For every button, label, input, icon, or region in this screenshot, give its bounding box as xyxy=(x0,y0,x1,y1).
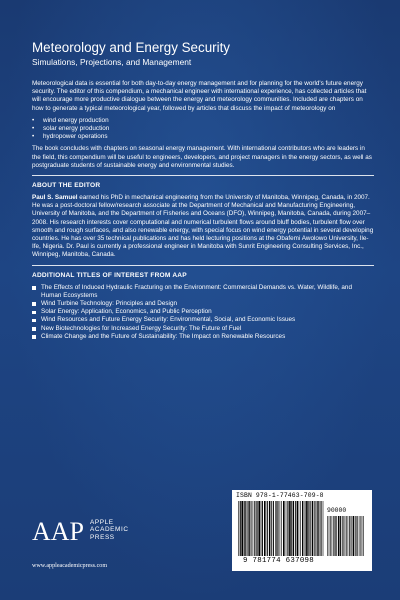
barcode-bar xyxy=(304,501,305,556)
additional-title-item: Wind Turbine Technology: Principles and Design xyxy=(32,300,374,308)
barcode-bar xyxy=(345,516,346,556)
barcode-bar xyxy=(283,501,285,556)
additional-title-item: The Effects of Induced Hydraulic Fracturing on the Environment: Commercial Demands vs. Water, Wildlife, and Human Ecosystems xyxy=(32,284,374,300)
editor-bio-text: earned his PhD in mechanical engineering from the University of Manitoba, Winnipeg, Canada, in 2007. He was a post-doctoral fellow/research associate at the Department of Mechanical and Manufacturing Engineering, University of Manitoba, and the Department of Fisheries and Oceans (DFO), Winnipeg, Manitoba, Canada, during 2007–2008. His research interests cover computational and numerical turbulent flows around bluff bodies, turbulent flow over smooth and rough surfaces, and also renewable energy, with special focus on wind energy potential in several developing countries. He has over 35 technical publications and has held lecturing positions at the Obafemi Awolowo University, Ile-Ife, Nigeria. Dr. Paul is currently a professional engineer in Manitoba with Sunrit Engineering Consulting Services, Inc., Winnipeg, Manitoba, Canada. xyxy=(32,194,374,259)
barcode-bar xyxy=(310,501,311,556)
barcode-bar xyxy=(355,516,356,556)
barcode-bar xyxy=(287,501,288,556)
barcode-bar xyxy=(314,501,315,556)
barcode-bar xyxy=(238,501,239,556)
barcode-bar xyxy=(249,501,250,556)
barcode-bar xyxy=(335,516,336,556)
about-editor-heading: ABOUT THE EDITOR xyxy=(32,182,101,190)
editor-name: Paul S. Samuel xyxy=(32,194,78,202)
divider xyxy=(32,175,374,176)
barcode-bar xyxy=(342,516,343,556)
press-name xyxy=(90,519,129,541)
barcode-bar xyxy=(317,501,318,556)
barcode-bar xyxy=(273,501,274,556)
barcode-bar xyxy=(330,516,331,556)
barcode-icon xyxy=(238,501,324,556)
isbn-text: ISBN 978-1-77463-709-8 xyxy=(236,492,324,499)
press-line: APPLE xyxy=(90,519,114,526)
price-code: 90000 xyxy=(327,507,347,514)
description-paragraph: Meteorological data is essential for both day-to-day energy management and for planning for the world's future energy security. The editor of this compendium, a mechanical engineer with international experience, has collected articles that will encourage more productive dialogue between the energy and meteorology communities. Included are chapters on how to generate a typical meteorological year, followed by articles that discuss the impact of meteorology on xyxy=(32,80,367,112)
barcode-bar xyxy=(248,501,249,556)
barcode-bar xyxy=(241,501,243,556)
barcode-bar xyxy=(299,501,300,556)
additional-title-item: Wind Resources and Future Energy Security: Environmental, Social, and Economic Issues xyxy=(32,316,374,324)
topic-list xyxy=(32,117,374,142)
barcode-bar xyxy=(269,501,270,556)
price-barcode-icon xyxy=(327,516,365,556)
publisher-url: www.appleacademicpress.com xyxy=(32,563,108,569)
barcode-bar xyxy=(277,501,278,556)
barcode-bar xyxy=(240,501,241,556)
barcode-bar xyxy=(346,516,347,556)
press-line: ACADEMIC xyxy=(90,526,129,534)
barcode-bar xyxy=(323,501,324,556)
barcode-panel xyxy=(232,490,372,571)
logo-text: AAP xyxy=(32,517,85,545)
barcode-bar xyxy=(271,501,272,556)
additional-titles-heading: ADDITIONAL TITLES OF INTEREST FROM AAP xyxy=(32,271,187,279)
barcode-bar xyxy=(349,516,350,556)
barcode-bar xyxy=(300,501,301,556)
barcode-bar xyxy=(305,501,306,556)
barcode-bar xyxy=(321,501,322,556)
barcode-bar xyxy=(289,501,291,556)
barcode-bar xyxy=(332,516,333,556)
barcode-bar xyxy=(258,501,260,556)
topic-item: • hydropower operations xyxy=(32,133,374,141)
barcode-bar xyxy=(262,501,263,556)
description-paragraph-2: The book concludes with chapters on seasonal energy management. With international contributors who are leaders in the field, this compendium will be useful to engineers, developers, and project managers in the energy sectors, as well as postgraduate students of sustainable energy and environmental studies. xyxy=(32,145,372,169)
press-line: PRESS xyxy=(90,533,115,541)
barcode-bar xyxy=(286,501,287,556)
barcode-bar xyxy=(261,501,262,556)
barcode-bar xyxy=(344,516,345,556)
barcode-bar xyxy=(318,501,319,556)
barcode-bar xyxy=(359,516,360,556)
ean-number: 9 781774 637098 xyxy=(243,557,315,565)
barcode-bar xyxy=(352,516,353,556)
barcode-bar xyxy=(264,501,266,556)
barcode-bar xyxy=(353,516,355,556)
barcode-bar xyxy=(336,516,337,556)
barcode-bar xyxy=(362,516,363,556)
barcode-bar xyxy=(291,501,292,556)
editor-bio xyxy=(32,194,374,260)
barcode-bar xyxy=(293,501,294,556)
barcode-bar xyxy=(357,516,358,556)
additional-title-item: New Biotechnologies for Increased Energy Security: The Future of Fuel xyxy=(32,325,374,333)
barcode-bar xyxy=(363,516,364,556)
barcode-bar xyxy=(267,501,268,556)
barcode-bar xyxy=(256,501,257,556)
barcode-bar xyxy=(348,516,349,556)
barcode-bar xyxy=(338,516,340,556)
barcode-bar xyxy=(254,501,255,556)
barcode-bar xyxy=(297,501,298,556)
barcode-bar xyxy=(281,501,282,556)
barcode-bar xyxy=(308,501,309,556)
additional-title-item: Climate Change and the Future of Sustainability: The Impact on Renewable Resources xyxy=(32,333,374,341)
barcode-bar xyxy=(244,501,245,556)
divider xyxy=(32,265,374,266)
barcode-bar xyxy=(312,501,314,556)
barcode-bar xyxy=(295,501,296,556)
topic-item: • solar energy production xyxy=(32,125,374,133)
publisher-logo xyxy=(32,517,152,557)
barcode-bar xyxy=(280,501,281,556)
book-title: Meteorology and Energy Security xyxy=(32,40,230,55)
back-cover-content xyxy=(32,40,374,341)
barcode-bar xyxy=(329,516,330,556)
barcode-bar xyxy=(275,501,276,556)
aap-logo-icon xyxy=(32,517,87,545)
barcode-bar xyxy=(251,501,252,556)
topic-item: • wind energy production xyxy=(32,117,374,125)
additional-titles-list xyxy=(32,284,374,341)
barcode-bar xyxy=(257,501,258,556)
barcode-bar xyxy=(306,501,308,556)
barcode-bar xyxy=(276,501,277,556)
barcode-bar xyxy=(253,501,254,556)
barcode-bar xyxy=(327,516,328,556)
barcode-bar xyxy=(340,516,341,556)
barcode-bar xyxy=(333,516,334,556)
additional-title-item: Solar Energy: Application, Economics, and Public Perception xyxy=(32,308,374,316)
barcode-bar xyxy=(302,501,303,556)
book-subtitle: Simulations, Projections, and Management xyxy=(32,57,192,67)
barcode-bar xyxy=(361,516,362,556)
barcode-bar xyxy=(245,501,246,556)
